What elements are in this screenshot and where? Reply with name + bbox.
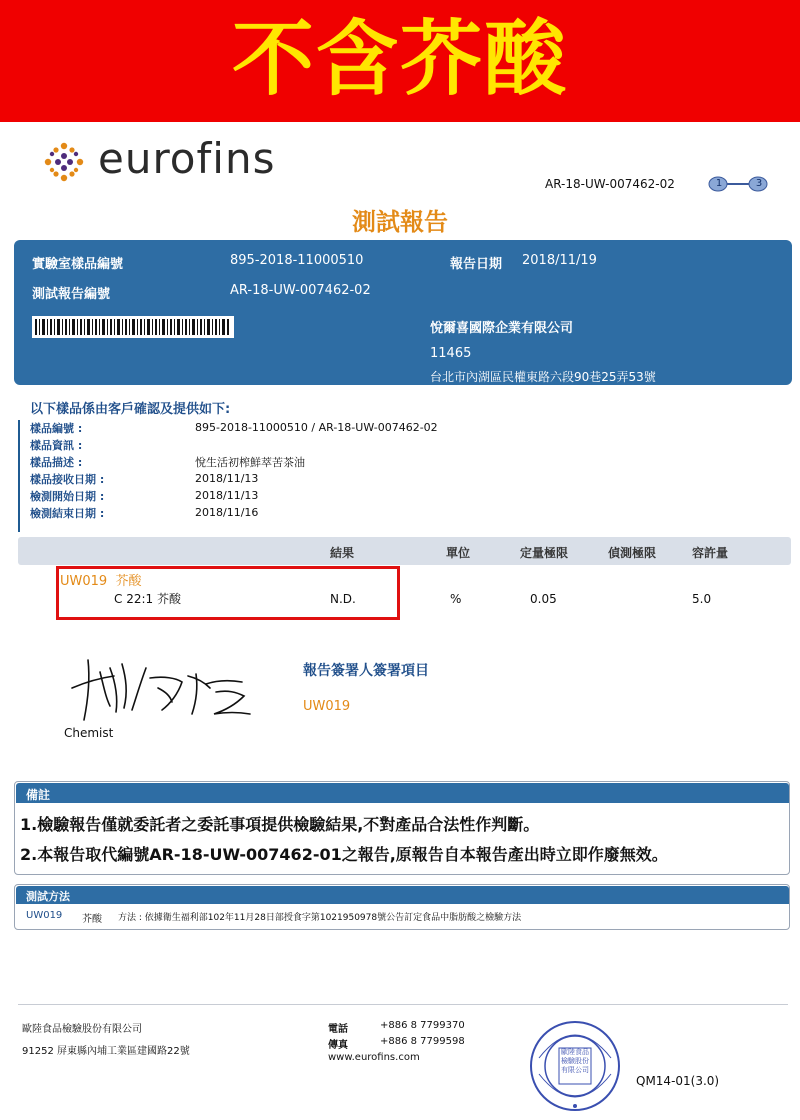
sample-row-value: 悅生活初榨鮮萃苦茶油 [195, 455, 305, 469]
result-value: N.D. [330, 592, 356, 606]
col-result: 結果 [330, 546, 355, 560]
sample-row-label: 檢測結束日期 : [30, 506, 105, 520]
report-date-label: 報告日期 [450, 257, 503, 272]
sample-row-label: 樣品資訊 : [30, 438, 83, 452]
footer-tel-label: 電話 [328, 1024, 348, 1035]
footer-fax-label: 傳真 [328, 1040, 348, 1051]
footer-divider [18, 1004, 788, 1005]
report-no: AR-18-UW-007462-02 [230, 283, 371, 298]
sample-row [30, 470, 450, 487]
sample-row-label: 樣品編號 : [30, 421, 83, 435]
report-no-label: 測試報告編號 [32, 287, 111, 302]
postcode: 11465 [430, 346, 472, 361]
methods-header [16, 886, 789, 904]
signature-role: Chemist [64, 726, 114, 740]
report-ref: AR-18-UW-007462-02 [545, 177, 675, 191]
signatory-code: UW019 [303, 699, 351, 714]
result-unit: % [450, 592, 462, 606]
sample-row-value: 2018/11/13 [195, 472, 259, 485]
sample-row [30, 453, 450, 470]
footer-fax: +886 8 7799598 [380, 1036, 465, 1047]
footer-company: 歐陸食品檢驗股份有限公司 [22, 1024, 142, 1035]
sample-row [30, 487, 450, 504]
lab-sample-no: 895-2018-11000510 [230, 253, 364, 268]
sample-row-label: 樣品接收日期 : [30, 472, 105, 486]
col-unit: 單位 [446, 546, 471, 560]
sample-row-label: 檢測開始日期 : [30, 489, 105, 503]
method-code: UW019 [26, 910, 63, 921]
sample-row-value: 2018/11/16 [195, 506, 259, 519]
sample-list [30, 419, 450, 521]
sample-intro: 以下樣品係由客戶確認及提供如下: [30, 402, 231, 417]
eurofins-logo-text: eurofins [98, 134, 276, 183]
page-total: 3 [755, 178, 763, 189]
handwritten-signature [66, 648, 256, 728]
notes-title: 備註 [26, 788, 51, 802]
footer-address: 91252 屏東縣內埔工業區建國路22號 [22, 1046, 190, 1057]
col-loq: 定量極限 [520, 546, 569, 560]
barcode [32, 316, 234, 338]
company-name: 悅爾喜國際企業有限公司 [430, 321, 574, 336]
sample-row-value: 895-2018-11000510 / AR-18-UW-007462-02 [195, 421, 438, 434]
result-item: C 22:1 芥酸 [114, 592, 181, 606]
page-current: 1 [715, 178, 723, 189]
report-date: 2018/11/19 [522, 253, 597, 268]
doc-title: 測試報告 [352, 208, 448, 236]
note-line: 1.檢驗報告僅就委託者之委託事項提供檢驗結果,不對產品合法性作判斷。 [20, 815, 540, 834]
note-line: 2.本報告取代編號AR-18-UW-007462-01之報告,原報告自本報告產出時立即作廢無效。 [20, 845, 668, 864]
sample-row [30, 504, 450, 521]
signatory-title: 報告簽署人簽署項目 [303, 663, 429, 679]
col-lod: 偵測極限 [608, 546, 657, 560]
lab-sample-no-label: 實驗室樣品編號 [32, 257, 124, 272]
sample-row [30, 436, 450, 453]
sample-row-label: 樣品描述 : [30, 455, 83, 469]
eurofins-logo-icon [42, 140, 86, 184]
result-loq: 0.05 [530, 592, 557, 606]
results-header [18, 537, 791, 565]
seal-text: 歐陸食品 檢驗股份 有限公司 [561, 1048, 589, 1074]
method-analyte: 芥酸 [82, 914, 102, 925]
method-desc: 方法 : 依據衛生福利部102年11月28日部授食字第1021950978號公告訂定食品中脂肪酸之檢驗方法 [118, 913, 522, 923]
methods-title: 測試方法 [26, 890, 70, 903]
result-tolerance: 5.0 [692, 592, 712, 606]
sample-row-value: 2018/11/13 [195, 489, 259, 502]
footer-tel: +886 8 7799370 [380, 1020, 465, 1031]
col-tolerance: 容許量 [692, 546, 729, 560]
form-code: QM14-01(3.0) [636, 1074, 720, 1088]
address: 台北市內湖區民權東路六段90巷25弄53號 [430, 370, 656, 384]
info-box [14, 240, 792, 385]
result-group: UW019 芥酸 [60, 574, 142, 589]
sample-row [30, 419, 450, 436]
banner-title: 不含芥酸 [231, 12, 568, 107]
sample-divider [18, 420, 20, 532]
footer-web: www.eurofins.com [328, 1052, 420, 1063]
notes-header [16, 783, 789, 803]
